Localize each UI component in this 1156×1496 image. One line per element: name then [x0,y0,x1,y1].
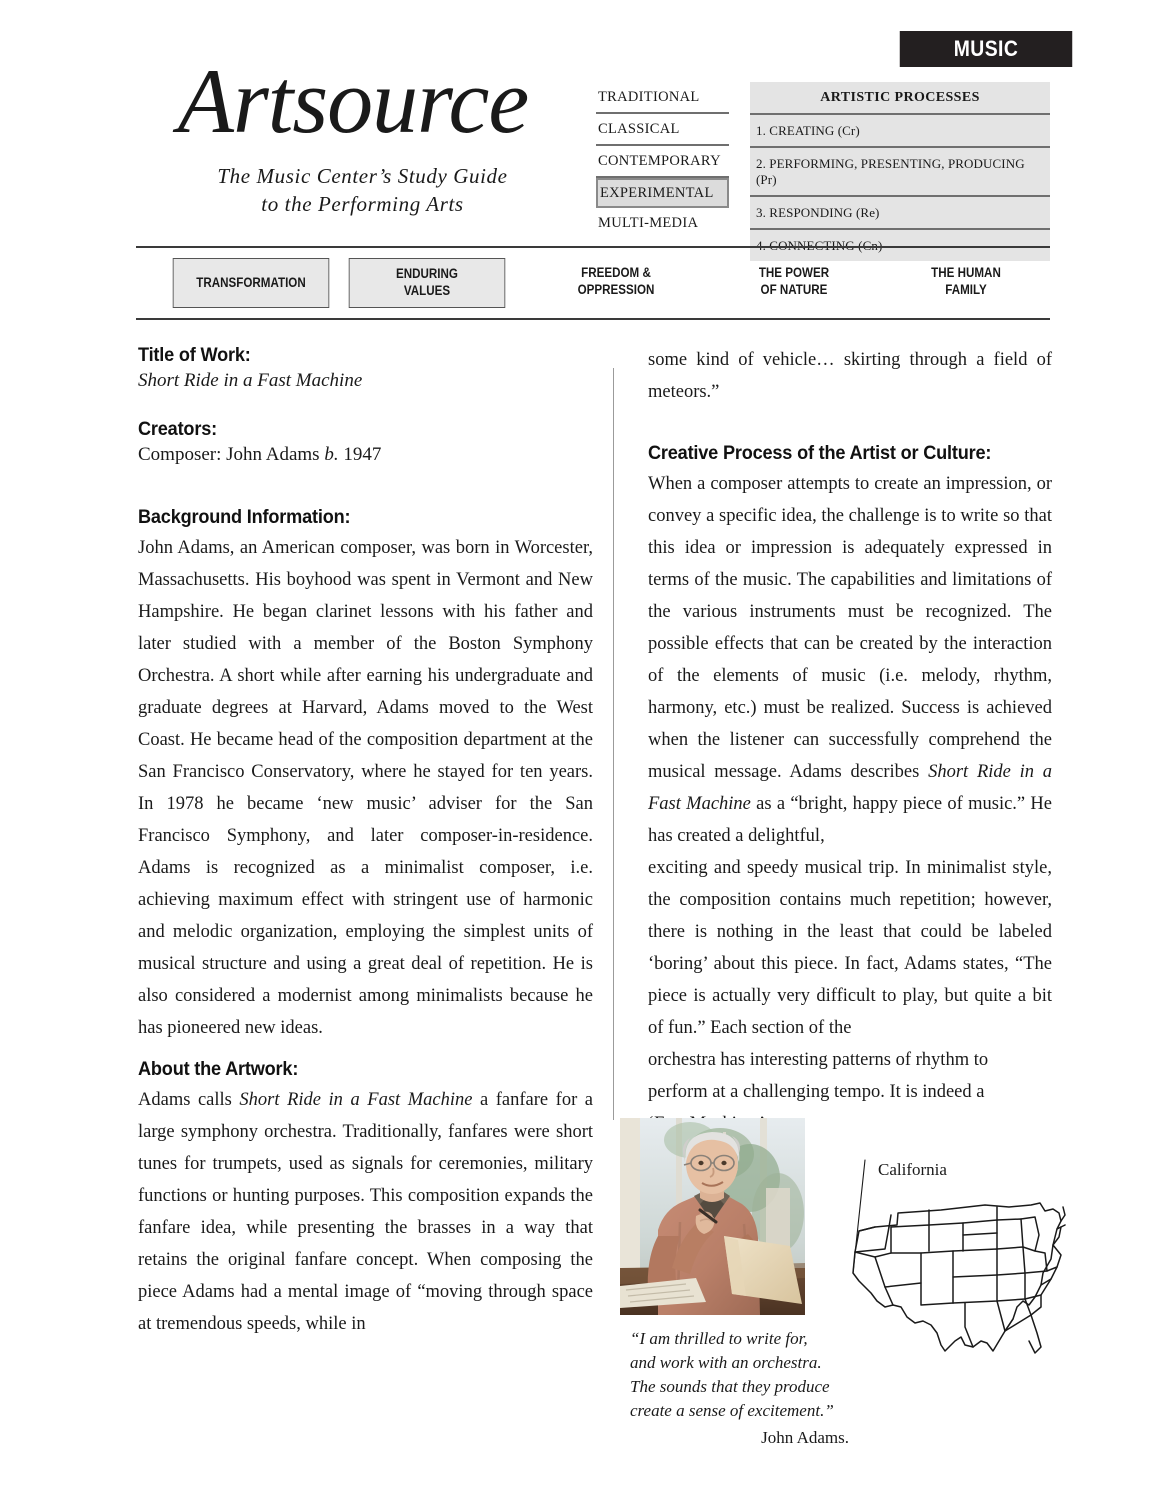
theme-freedom-oppression[interactable] [547,258,685,306]
artist-quote [630,1327,855,1450]
artistic-processes-table [750,82,1050,261]
theme-human-family-line2: FAMILY [945,282,987,297]
theme-power-of-nature[interactable] [725,258,863,306]
continuation-text: some kind of vehicle… skirting through a field of meteors.” [648,350,1052,402]
about-the-artwork-text [138,1084,593,1340]
theme-transformation[interactable] [173,258,330,308]
theme-human-family-line1: THE HUMAN [931,265,1001,281]
spacer [138,466,593,492]
artistic-process-creating[interactable]: 1. CREATING (Cr) [750,115,1050,148]
header-divider-bottom [136,318,1050,320]
creators-value [138,444,593,466]
usa-map [845,1155,1070,1385]
quote-line-2: and work with an orchestra. [630,1353,822,1373]
right-column [648,344,1052,1140]
theme-enduring-values[interactable] [349,258,506,308]
spacer [138,492,593,506]
title-of-work-heading: Title of Work: [138,344,251,366]
john-adams-photo [620,1118,805,1315]
artwork-text-part2: a fanfare for a large symphony orchestra. Traditionally, fanfares were short tunes for trumpets, used as signals for ceremonies, military functions or hunting purposes. This composition expands the fanfare idea, while presenting the brasses in a way that retains the original fanfare concept. When composing the piece Adams had a mental image of “moving through space at tremendous speeds, while in [138,1090,594,1334]
tagline-line-2: to the Performing Arts [261,192,464,217]
genre-experimental[interactable]: EXPERIMENTAL [596,178,729,208]
artistic-process-responding[interactable]: 3. RESPONDING (Re) [750,197,1050,230]
theme-freedom-oppression-line2: OPPRESSION [577,282,655,297]
quote-line-3: The sounds that they produce [630,1377,830,1397]
genre-traditional[interactable]: TRADITIONAL [596,82,729,114]
creators-heading: Creators: [138,418,217,440]
theme-strip [136,258,1050,310]
theme-transformation-line1: TRANSFORMATION [196,274,306,290]
creative-text-part1: When a composer attempts to create an impression, or convey a specific idea, the challenge is to write so that this idea or impression is adequately expressed in terms of the music. The capabilities and limitations of the various instruments must be recognized. The possible effects that can be created by the interaction of the elements of music (i.e. melody, rhythm, harmony, etc.) must be realized. Success is achieved when the listener can successfully comprehend the musical message. Adams describes [648,474,1052,782]
creative-process-text [648,468,1052,852]
genre-classical[interactable]: CLASSICAL [596,114,729,146]
genre-list [596,82,729,238]
creative-process-heading: Creative Process of the Artist or Culture: [648,442,992,464]
artwork-text-part1: Adams calls [138,1090,240,1110]
quote-attribution: John Adams. [761,1427,849,1447]
quote-line-1: “I am thrilled to write for, [630,1329,808,1348]
spacer [138,392,593,418]
artistic-processes-heading: ARTISTIC PROCESSES [750,82,1050,115]
spacer [648,408,1052,434]
left-column [138,344,593,1340]
creative-text-italic-title: Short Ride in a Fast Machine [648,762,1052,814]
artistic-process-connecting[interactable]: 4. CONNECTING (Cn) [756,238,883,253]
artsource-logo: Artsource [177,50,529,152]
tagline-line-1: The Music Center’s Study Guide [217,164,508,188]
discipline-banner-label: MUSIC [953,36,1019,61]
spacer [648,434,1052,442]
artistic-process-performing[interactable]: 2. PERFORMING, PRESENTING, PRODUCING (Pr) [750,148,1050,197]
creators-value-pre: Composer: John Adams [138,444,325,465]
discipline-banner [900,31,1072,67]
creative-text-part2: as a “bright, happy piece of music.” He has created a delightful, [648,794,1052,846]
genre-multi-media[interactable]: MULTI-MEDIA [598,215,699,231]
genre-contemporary[interactable]: CONTEMPORARY [596,146,729,178]
creators-value-ital: b. [324,444,339,465]
theme-enduring-values-line1: ENDURING [396,266,458,282]
column-divider [613,368,614,1120]
creative-process-text-continued: exciting and speedy musical trip. In minimalist style, the composition contains much repetition; however, there is nothing in the least that could be labeled ‘boring’ about this piece. In fact, Adams states, “The piece is actually very difficult to play, but quite a bit of fun.” Each section of the [648,858,1052,1038]
about-the-artwork-heading: About the Artwork: [138,1058,299,1080]
background-information-heading: Background Information: [138,506,351,528]
quote-line-4: create a sense of excitement.” [630,1401,834,1421]
spacer [138,1044,593,1058]
artwork-text-italic-title: Short Ride in a Fast Machine [239,1090,473,1110]
theme-freedom-oppression-line1: FREEDOM & [581,265,651,281]
creators-value-post: 1947 [338,444,382,465]
theme-power-of-nature-line1: THE POWER [758,265,830,281]
title-of-work-value: Short Ride in a Fast Machine [138,370,363,391]
theme-human-family[interactable] [897,258,1035,306]
header-divider-top [136,246,1050,248]
theme-enduring-values-line2: VALUES [403,283,451,298]
background-information-text: John Adams, an American composer, was born in Worcester, Massachusetts. His boyhood was spent in Vermont and New Hampshire. He began clarinet lessons with his father and later studied with a member of the Boston Symphony Orchestra. A short while after earning his undergraduate and graduate degrees at Harvard, Adams moved to the West Coast. He became head of the composition department at the San Francisco Conservatory, where he stayed for ten years. In 1978 he became ‘new music’ adviser for the San Francisco Symphony, and later composer-in-residence. Adams is recognized as a minimalist composer, i.e. achieving maximum effect with stringent use of harmonic and melodic organization, employing the simplest units of musical structure and using a great deal of repetition. He is also considered a modernist among minimalists because he has pioneered new ideas. [138,538,593,1038]
tagline [150,162,575,219]
creative-process-text-continued-2: orchestra has interesting patterns of rhythm to perform at a challenging tempo. It is indeed a [648,1050,989,1102]
california-map-label: California [878,1160,947,1179]
theme-power-of-nature-line2: OF NATURE [760,282,828,297]
